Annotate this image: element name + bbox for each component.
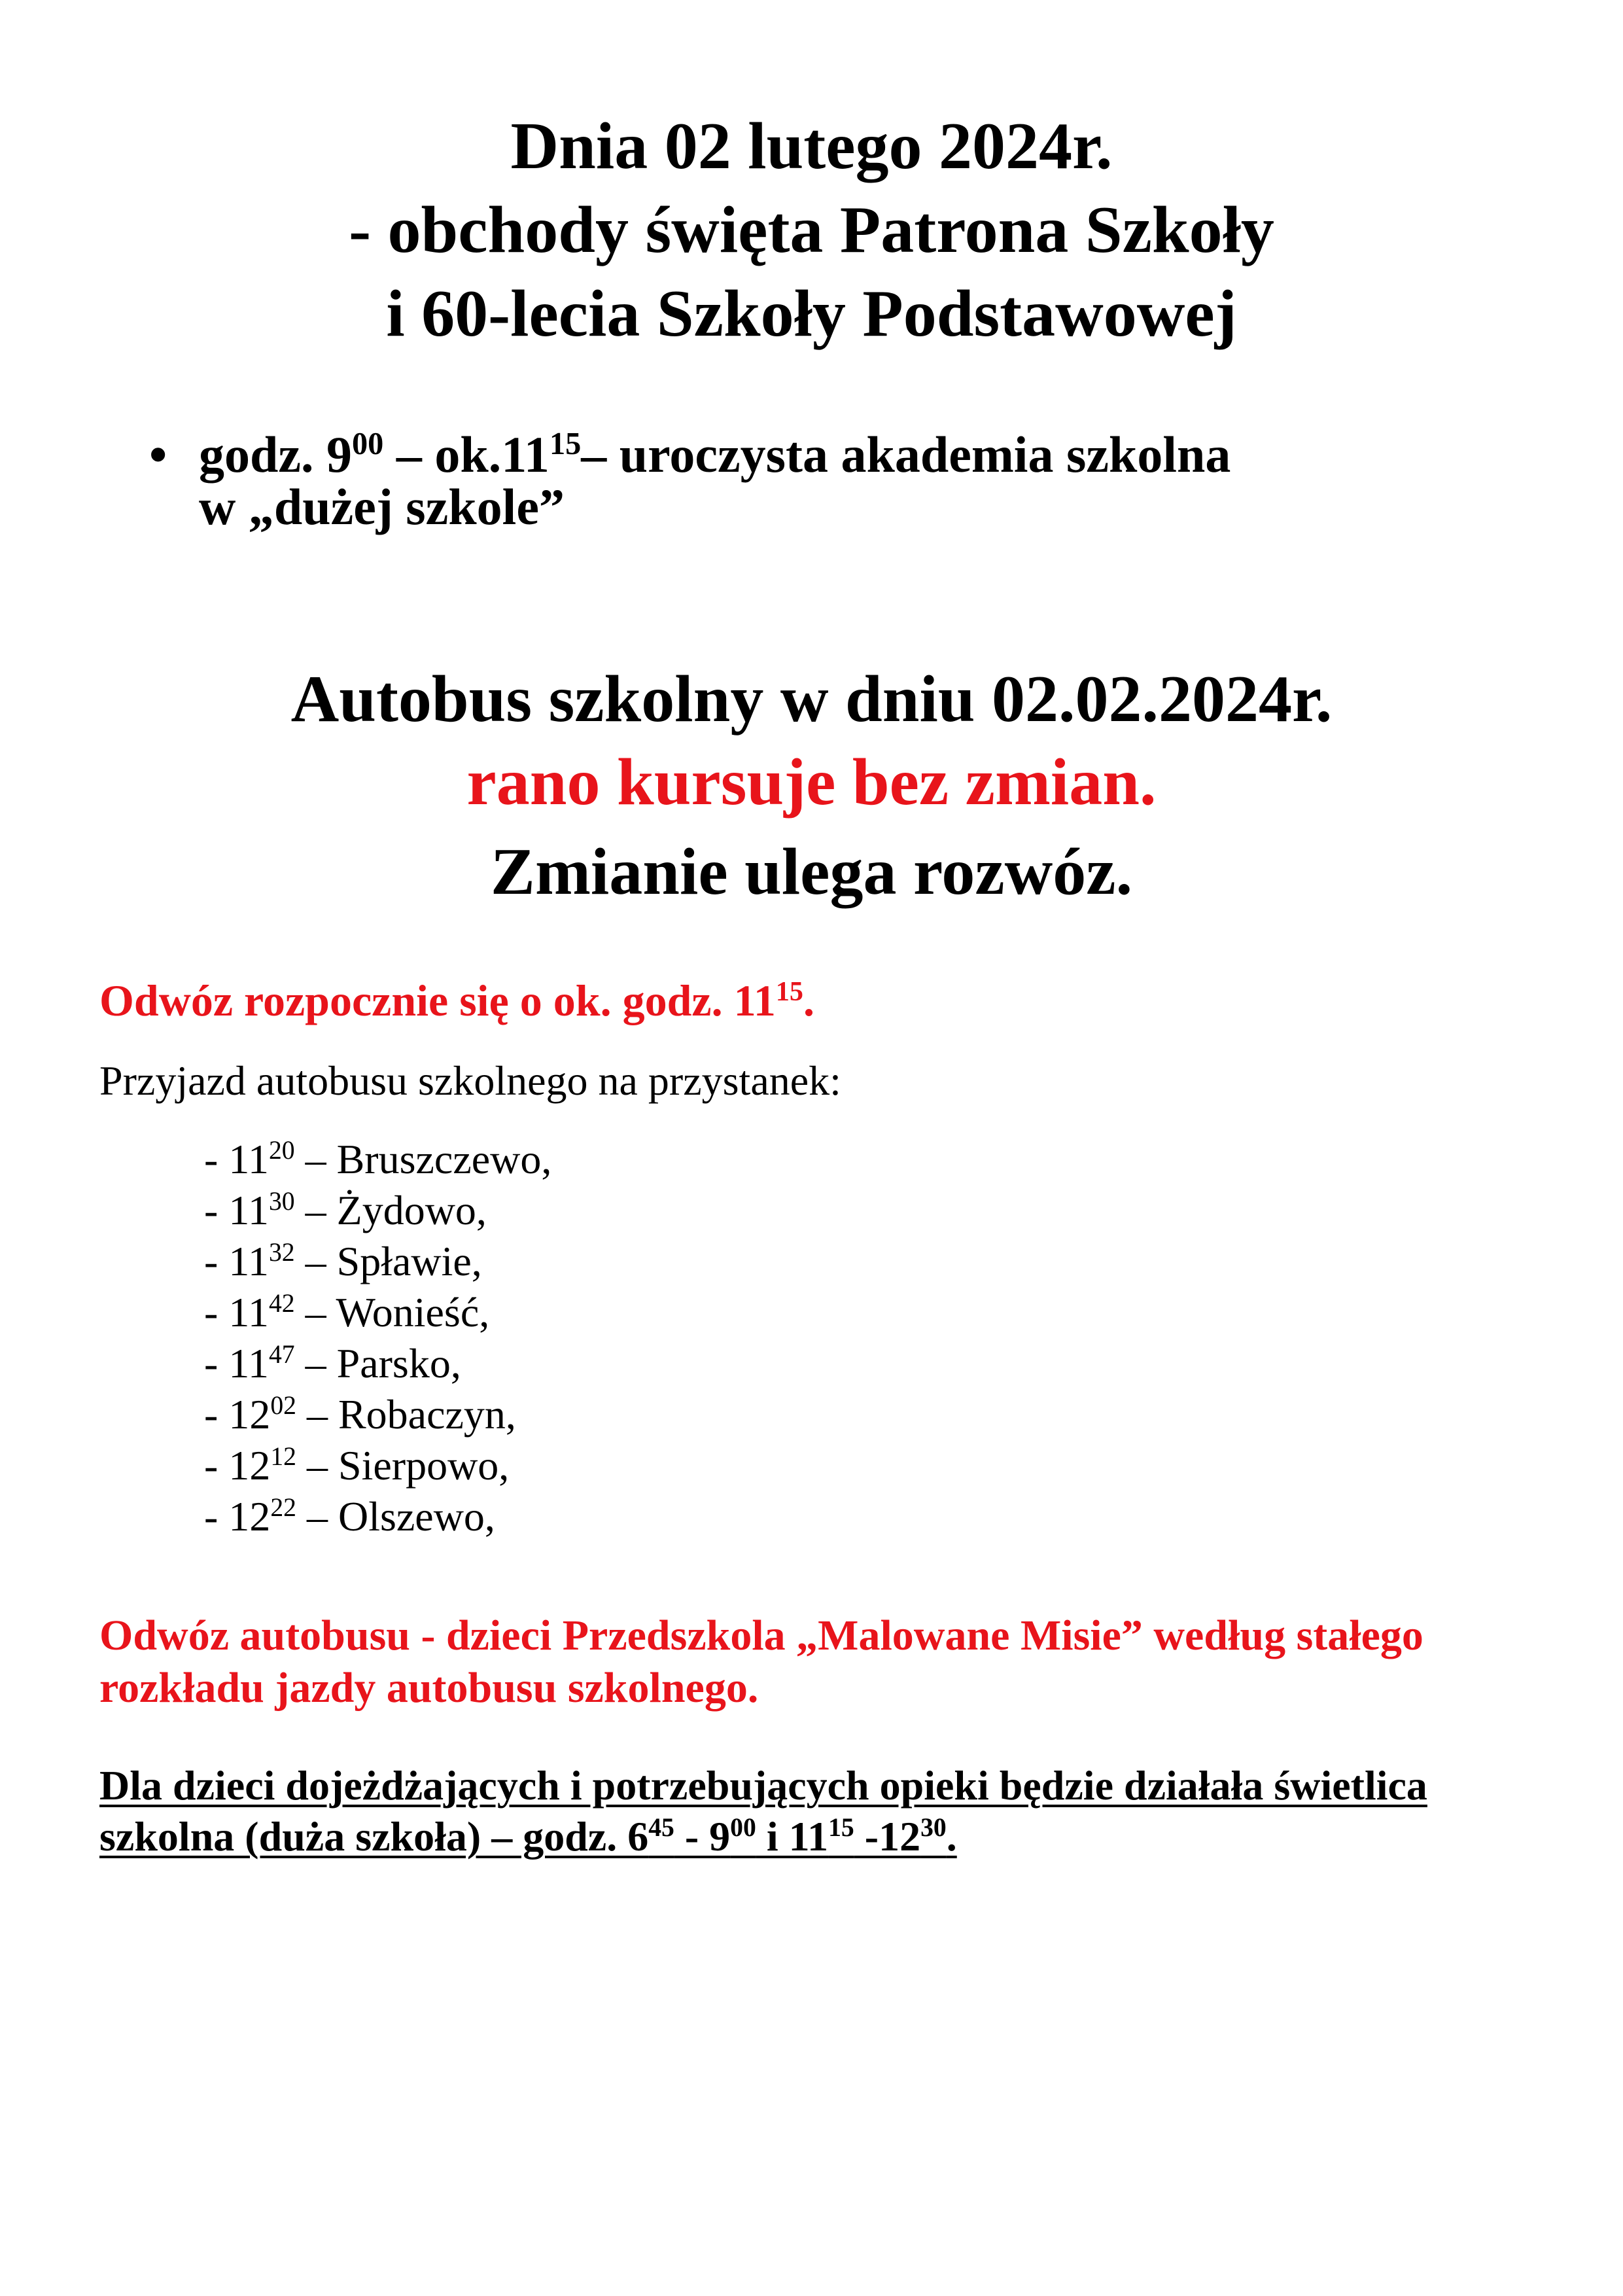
stop-list [204,1134,551,1542]
stop-item: - $11^{32}$ – Spławie, [204,1238,482,1284]
stop-item: - $11^{47}$ – Parsko, [204,1340,461,1386]
stop-item: - $12^{12}$ – Sierpowo, [204,1442,510,1489]
stop-item: - $12^{22}$ – Olszewo, [204,1493,495,1540]
bullet-icon: • [149,426,167,483]
stop-item: - $11^{30}$ – Żydowo, [204,1187,487,1233]
return-start-time: Odwóz rozpocznie się o ok. godz. $11^{15}$. [99,976,814,1025]
bus-morning-note: rano kursuje bez zmian. [466,745,1157,819]
stop-item: - $11^{42}$ – Wonieść, [204,1289,490,1335]
day-room-notice: Dla dzieci dojeżdżających i potrzebujących opieki będzie działała świetlica szkolna (duża szkoła) – godz. $6^{45} - 9^{00}$ i $11^{15}$ $-12^{30}$. [99,1762,1427,1860]
event-location-line: w „dużej szkole” [199,478,565,535]
bus-heading: Autobus szkolny w dniu 02.02.2024r. [290,662,1333,736]
arrival-intro: Przyjazd autobusu szkolnego na przystanek: [99,1057,841,1104]
stop-item: - $11^{20}$ – Bruszczewo, [204,1136,552,1182]
title-line-celebration: - obchody święta Patrona Szkoły [349,193,1274,267]
event-bullet-item [149,426,1231,535]
event-time-line: godz. $9^{00} - ok.11^{15}-$ uroczysta akademia szkolna [199,426,1231,483]
title-line-anniversary: i 60-lecia Szkoły Podstawowej [386,277,1237,351]
stop-item: - $12^{02}$ – Robaczyn, [204,1391,516,1438]
page-title [0,105,1623,356]
bus-notice [0,658,1623,913]
title-line-date: Dnia 02 lutego 2024r. [510,109,1113,183]
preschool-notice: Odwóz autobusu - dzieci Przedszkola „Malowane Misie” według stałego rozkładu jazdy autobusu szkolnego. [99,1612,1423,1712]
bus-change-note: Zmianie ulega rozwóz. [490,835,1133,909]
